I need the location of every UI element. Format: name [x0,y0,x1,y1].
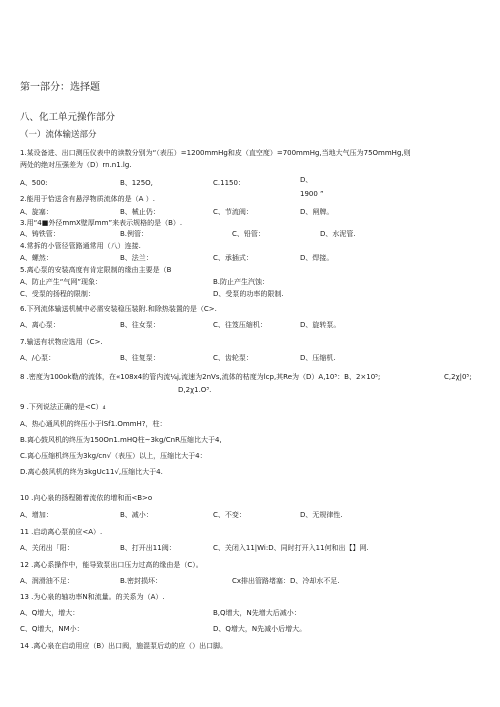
question-3-option-b: B.例管： [120,230,149,238]
question-5-stem: 5.离心泵的安装高度有肯定限制的缘由主要是（B [20,266,172,274]
question-12-stem: 12 .离心系操作中，能导致泵出口压力过高的缘由是（C）。 [20,561,203,569]
question-9-option-a: A、热心通风机的终压小于lSf1.OmmH?，柱： [20,420,167,428]
question-3-option-a: A、铸铁管： [20,230,60,238]
question-12-option-a: A、润滑油不足： [20,577,74,585]
question-13-option-a: A、Q增大，增大： [20,609,80,617]
subsection-title: （一）流体输送部分 [20,130,97,140]
question-10-option-b: B、减小： [120,511,153,519]
question-7-option-c: C、齿轮泵： [213,354,253,362]
question-7-option-a: A、/心泵： [20,354,56,362]
question-1-option-a: A、500: [20,179,48,187]
question-6-option-c: C、往笈压缩机： [213,321,267,329]
question-7-option-d: D、压缩机. [300,354,336,362]
question-2-option-d: D、闸牌。 [300,208,334,216]
question-5-option-c: C、受泵的扬程的限制： [20,290,95,298]
question-3-option-c: C、铅管： [232,230,265,238]
question-9-option-c: C.离心压缩机终压为3kg∕cn√（表压）以上，压缩比大于4： [20,452,207,460]
question-2-option-b: B、械止仍： [120,208,160,216]
question-2-stem: 2.能用于恰送含有悬浮物质流体的是（A ）. [20,195,155,203]
question-10-option-a: A、增加： [20,511,53,519]
question-11-option-a: A、关闭出「阳： [20,544,74,552]
question-6-option-b: B、往女泵： [120,321,160,329]
question-6-option-a: A、离心泵： [20,321,60,329]
question-11-option-c: C、关闭入11|Wi:D、同时打开入11何和出【】网. [213,544,369,552]
question-4-stem: 4.常拆的小管径管路通常用（八）连接. [20,242,141,250]
question-2-option-c: C、节流阀： [213,208,253,216]
question-9-option-b: B.离心鼓风机的终压为150On1.mHQ柱~3kg∕CnR压缩比大于4, [20,436,222,444]
part-title: 第一部分：选择题 [20,82,100,93]
question-13-option-d: D、Q增大，N先减小后增大。 [213,625,307,633]
question-10-option-d: D、无规律性. [300,511,343,519]
question-14-stem: 14 .离心泉在启动用应（B）出口阀，施混泵后动的应（）出口脚。 [20,642,228,650]
question-4-option-d: D、焊接。 [300,254,334,262]
question-8-stem-line-1: 8 .密度为100ok勒/的流体，在«108x4的管内流¼j,流速为2nVs,流体的枯度为lcp,其Re为（D）A,10⁵：B、2×10⁵; [20,373,381,381]
question-10-stem: 10 .向心泉的扬程随着流依的增和而<B>o [20,494,153,502]
question-12-option-b: B.密封损坏： [120,577,163,585]
question-6-option-d: D、旋转泵。 [300,321,341,329]
question-5-option-b: B.防止产生汽蚀： [213,278,270,286]
question-8-option-c: C,2χ|0⁵; [444,373,472,381]
question-4-option-b: B、法兰： [120,254,153,262]
question-13-option-c: C、Q增大，NM小： [20,625,84,633]
question-3-stem: 3.用“4■外径mmX壁厚mm”来表示规格的是（B）. [20,219,183,227]
question-11-option-b: B、打开出11阀： [120,544,176,552]
question-3-option-d: D、水泥管. [320,230,356,238]
question-4-option-a: A、螺然： [20,254,53,262]
question-7-stem: 7.输送有状物应选用（C>. [20,338,103,346]
question-12-option-c: Cx排出管路堵塞：D、冷却水不足. [232,577,340,585]
question-9-option-d: D.离心鼓风机的终为3kgUc11√,压缩比大于4. [20,468,163,476]
question-4-option-c: C、承插式： [213,254,253,262]
question-1-extra: 1900 ” [300,190,324,198]
question-1-stem-line-1: 1.某设备进、出口测压仪表中的读数分别为“（表压）=1200mmHg和皮（直空度）=700mmHg,当地大气压为75OmmHg,则 [20,149,411,157]
question-5-option-a: A、防止产生“气网”现象： [20,278,103,286]
question-1-option-c: C.1150： [213,179,245,187]
question-13-stem: 13 .为心泉的轴功率N和流量。的关系为（A）. [20,593,165,601]
question-8-stem-line-2: D,2χ1.O³. [178,386,212,394]
question-2-option-a: A、旋塞： [20,208,53,216]
question-11-stem: 11 .启动离心泵前应<A）. [20,528,103,536]
question-13-option-b: B,Q增大，N先增大后减小： [213,609,301,617]
question-6-stem: 6.下列流体输送机械中必需安装稳压装附.和除热装置的是（C>. [20,305,217,313]
question-7-option-b: B、往复泵： [120,354,160,362]
question-1-option-d: D、 [300,176,313,184]
question-1-option-b: B、125O, [120,179,153,187]
section-title: 八、化工单元操作部分 [20,112,116,123]
question-1-stem-line-2: 两处的绝对压强差为（D）rn.n1.lg. [20,161,132,169]
question-10-option-c: C、不变： [213,511,246,519]
question-5-option-d: D、受泵的功率的限制. [213,290,284,298]
question-9-stem: 9 .下列说法正确的是<C）₄ [20,403,106,411]
